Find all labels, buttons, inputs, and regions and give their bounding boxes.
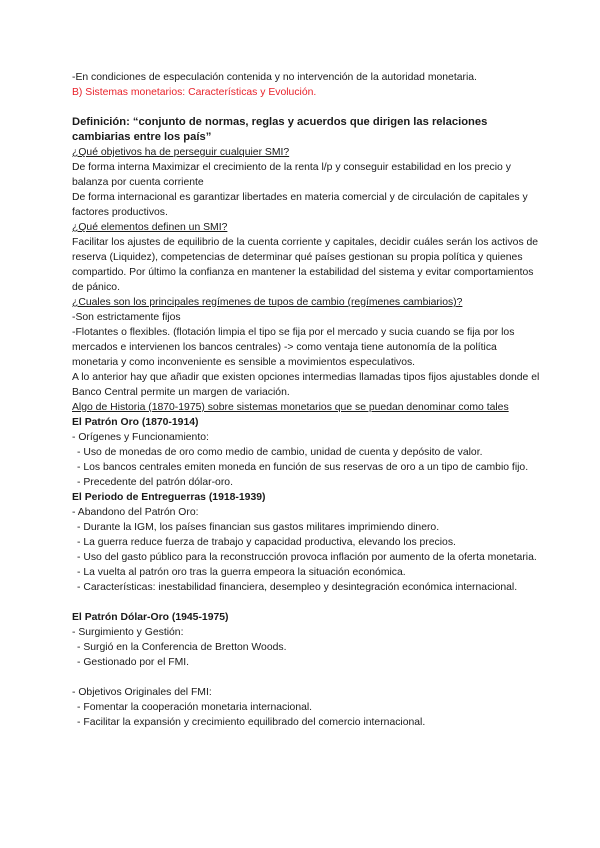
document-body [72, 70, 542, 730]
list-item: - Fomentar la cooperación monetaria internacional. [77, 702, 313, 713]
list-item: - Surgió en la Conferencia de Bretton Woods. [77, 642, 287, 653]
list-item: - Precedente del patrón dólar-oro. [77, 477, 233, 488]
intro-paragraph: -En condiciones de especulación contenida y no intervención de la autoridad monetaria. [72, 72, 477, 83]
definition-paragraph [72, 115, 542, 145]
list-item: - La guerra reduce fuerza de trabajo y capacidad productiva, elevando los precios. [77, 537, 456, 548]
section-heading-b: B) Sistemas monetarios: Características y Evolución. [72, 87, 317, 98]
regimen-intermedios: A lo anterior hay que añadir que existen opciones intermedias llamadas tipos fijos ajustables donde el Banco Central permite un margen de variación. [72, 372, 540, 398]
question-elementos: ¿Qué elementos definen un SMI? [72, 222, 228, 233]
spacer [72, 595, 542, 610]
list-item: - Facilitar la expansión y crecimiento equilibrado del comercio internacional. [77, 717, 426, 728]
patron-oro-title: El Patrón Oro (1870-1914) [72, 417, 199, 428]
regimen-flotantes: -Flotantes o flexibles. (flotación limpia el tipo se fija por el mercado y sucia cuando se fija por los mercados e intervienen los bancos centrales) -> como ventaja tiene autonomía de la política monetaria y como inconveniente es sensible a movimientos especulativos. [72, 327, 515, 368]
patron-dolar-oro-title: El Patrón Dólar-Oro (1945-1975) [72, 612, 229, 623]
question-objetivos: ¿Qué objetivos ha de perseguir cualquier SMI? [72, 147, 290, 158]
list-item: - Gestionado por el FMI. [77, 657, 190, 668]
list-item: - Orígenes y Funcionamiento: [72, 432, 209, 443]
list-item: - Uso del gasto público para la reconstrucción provoca inflación por aumento de la oferta monetaria. [77, 552, 537, 563]
question-regimenes: ¿Cuales son los principales regímenes de tupos de cambio (regímenes cambiarios)? [72, 297, 463, 308]
definition-text: “conjunto de normas, reglas y acuerdos que dirigen las relaciones cambiarias entre los país” [72, 116, 488, 143]
regimen-fijos: -Son estrictamente fijos [72, 312, 181, 323]
list-item: - Surgimiento y Gestión: [72, 627, 184, 638]
definition-label: Definición: [72, 116, 130, 128]
list-item: - Objetivos Originales del FMI: [72, 687, 212, 698]
elementos-paragraph: Facilitar los ajustes de equilibrio de la cuenta corriente y capitales, decidir cuáles serán los activos de reserva (Liquidez), competencias de determinar qué países gestionan su propia política y quienes compartido. Por último la confianza en mantener la estabilidad del sistema y evitar comportamientos de pánico. [72, 237, 539, 293]
entreguerras-title: El Periodo de Entreguerras (1918-1939) [72, 492, 266, 503]
list-item: - Características: inestabilidad financiera, desempleo y desintegración económica internacional. [77, 582, 518, 593]
objetivos-interna: De forma interna Maximizar el crecimiento de la renta l/p y conseguir estabilidad en los precio y balanza por cuenta corriente [72, 162, 511, 188]
spacer [72, 100, 542, 115]
list-item: - Uso de monedas de oro como medio de cambio, unidad de cuenta y depósito de valor. [77, 447, 483, 458]
objetivos-internacional: De forma internacional es garantizar libertades en materia comercial y de circulación de capitales y factores productivos. [72, 192, 528, 218]
list-item: - Abandono del Patrón Oro: [72, 507, 199, 518]
list-item: - Durante la IGM, los países financian sus gastos militares imprimiendo dinero. [77, 522, 440, 533]
list-item: - Los bancos centrales emiten moneda en función de sus reservas de oro a un tipo de cambio fijo. [77, 462, 529, 473]
list-item: - La vuelta al patrón oro tras la guerra empeora la situación económica. [77, 567, 406, 578]
spacer [72, 670, 542, 685]
historia-heading: Algo de Historia (1870-1975) sobre sistemas monetarios que se puedan denominar como tales [72, 402, 509, 413]
